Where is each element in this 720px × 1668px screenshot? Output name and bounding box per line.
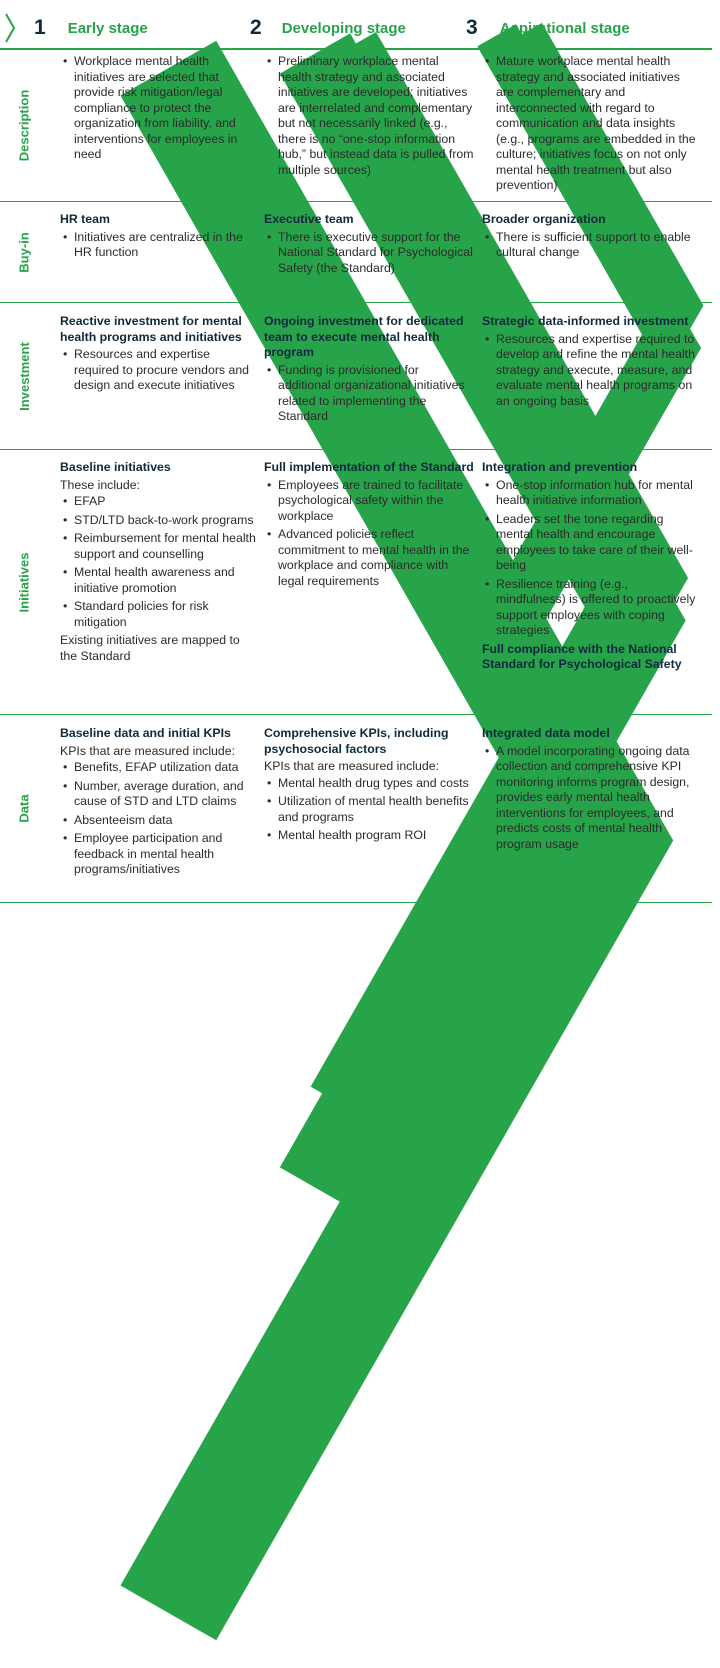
stage-number: 3 xyxy=(466,16,478,39)
stage-label: Aspirational stage xyxy=(499,19,630,37)
list-item: • Benefits, EFAP utilization data xyxy=(60,760,256,776)
description-developing-cell xyxy=(264,54,474,181)
stage-number: 1 xyxy=(34,16,46,39)
list-item: • Resources and expertise required to procure vendors and design and execute initiatives xyxy=(60,347,256,394)
list-item: • Preliminary workplace mental health strategy and associated initiatives are developed; initiatives are interrelated and complementary but not necessarily linked (e.g., there is no “one-stop information hub,” but instead data is pulled from multiple sources) xyxy=(264,54,474,178)
list-item: • Initiatives are centralized in the HR function xyxy=(60,230,256,261)
list-item: • There is executive support for the National Standard for Psychological Safety (the Standard) xyxy=(264,230,474,277)
cell-heading: Reactive investment for mental health programs and initiatives xyxy=(60,314,242,344)
cell-footer: Existing initiatives are mapped to the Standard xyxy=(60,633,240,663)
cell-heading: Executive team xyxy=(264,212,354,226)
list-item: • There is sufficient support to enable cultural change xyxy=(482,230,700,261)
header-underline xyxy=(0,48,712,50)
row-divider xyxy=(0,714,712,715)
row-divider xyxy=(0,449,712,450)
cell-heading: HR team xyxy=(60,212,110,226)
cell-heading: Ongoing investment for dedicated team to execute mental health program xyxy=(264,314,464,359)
list-item: • Leaders set the tone regarding mental health and encourage employees to take care of their well-being xyxy=(482,512,700,574)
cell-heading: Comprehensive KPIs, including psychosocial factors xyxy=(264,726,449,756)
initiatives-early-cell xyxy=(60,460,256,665)
row-label-buyin: Buy-in xyxy=(16,231,32,273)
description-early-cell xyxy=(60,54,256,166)
cell-heading: Strategic data-informed investment xyxy=(482,314,689,328)
list-item: • Mental health drug types and costs xyxy=(264,776,474,792)
row-divider xyxy=(0,302,712,303)
cell-footer-heading: Full compliance with the National Standard for Psychological Safety xyxy=(482,641,682,671)
initiatives-aspirational-cell xyxy=(482,460,700,675)
list-item: • Number, average duration, and cause of STD and LTD claims xyxy=(60,779,256,810)
list-item: • EFAP xyxy=(60,494,256,510)
data-developing-cell xyxy=(264,726,474,847)
cell-heading: Baseline data and initial KPIs xyxy=(60,726,231,740)
description-aspirational-cell xyxy=(482,54,700,197)
list-item: • One-stop information hub for mental health initiative information xyxy=(482,478,700,509)
list-item: • Funding is provisioned for additional organizational initiatives related to implementing the Standard xyxy=(264,363,474,425)
stage-label: Developing stage xyxy=(281,19,406,37)
row-label-description: Description xyxy=(16,89,32,162)
list-item: • Mature workplace mental health strategy and associated initiatives are complementary and interconnected with regard to communication and data insights (e.g., programs are embedded in the culture; initiatives focus on not only mental health treatment but also prevention) xyxy=(482,54,700,194)
cell-heading: Baseline initiatives xyxy=(60,460,171,474)
row-divider xyxy=(0,201,712,202)
buyin-early-cell xyxy=(60,212,256,264)
row-label-data: Data xyxy=(16,794,32,823)
list-item: • Resilience training (e.g., mindfulness) is offered to proactively support employees with coping strategies xyxy=(482,577,700,639)
cell-heading: Integrated data model xyxy=(482,726,610,740)
investment-early-cell xyxy=(60,314,256,397)
cell-intro: KPIs that are measured include: xyxy=(60,743,235,758)
list-item: • Workplace mental health initiatives are selected that provide risk mitigation/legal compliance to protect the organization from liability, and interventions for employees in need xyxy=(60,54,256,163)
chevron-left-bracket-icon xyxy=(4,13,16,43)
investment-aspirational-cell xyxy=(482,314,700,412)
row-label-investment: Investment xyxy=(16,341,32,411)
data-early-cell xyxy=(60,726,256,881)
cell-heading: Full implementation of the Standard xyxy=(264,460,474,474)
buyin-developing-cell xyxy=(264,212,474,279)
investment-developing-cell xyxy=(264,314,474,428)
row-divider xyxy=(0,902,712,903)
data-aspirational-cell xyxy=(482,726,700,855)
list-item: • STD/LTD back-to-work programs xyxy=(60,513,256,529)
stage-label: Early stage xyxy=(67,19,148,37)
list-item: • Standard policies for risk mitigation xyxy=(60,599,256,630)
row-label-initiatives: Initiatives xyxy=(16,552,32,612)
list-item: • Resources and expertise required to develop and refine the mental health strategy and execute, measure, and evaluate mental health programs on an ongoing basis xyxy=(482,332,700,410)
initiatives-developing-cell xyxy=(264,460,474,592)
cell-intro: These include: xyxy=(60,477,140,492)
list-item: • A model incorporating ongoing data collection and comprehensive KPI monitoring informs program design, provides early mental health interventions for employees, and predicts costs of mental health program usage xyxy=(482,744,700,853)
list-item: • Absenteeism data xyxy=(60,813,256,829)
list-item: • Mental health program ROI xyxy=(264,828,474,844)
list-item: • Advanced policies reflect commitment to mental health in the workplace and compliance with legal requirements xyxy=(264,527,474,589)
list-item: • Mental health awareness and initiative promotion xyxy=(60,565,256,596)
cell-intro: KPIs that are measured include: xyxy=(264,759,439,773)
stage-number: 2 xyxy=(250,16,262,39)
list-item: • Employee participation and feedback in mental health programs/initiatives xyxy=(60,831,256,878)
buyin-aspirational-cell xyxy=(482,212,700,264)
list-item: • Reimbursement for mental health support and counselling xyxy=(60,531,256,562)
cell-heading: Integration and prevention xyxy=(482,460,638,474)
list-item: • Utilization of mental health benefits and programs xyxy=(264,794,474,825)
cell-heading: Broader organization xyxy=(482,212,606,226)
list-item: • Employees are trained to facilitate psychological safety within the workplace xyxy=(264,478,474,525)
